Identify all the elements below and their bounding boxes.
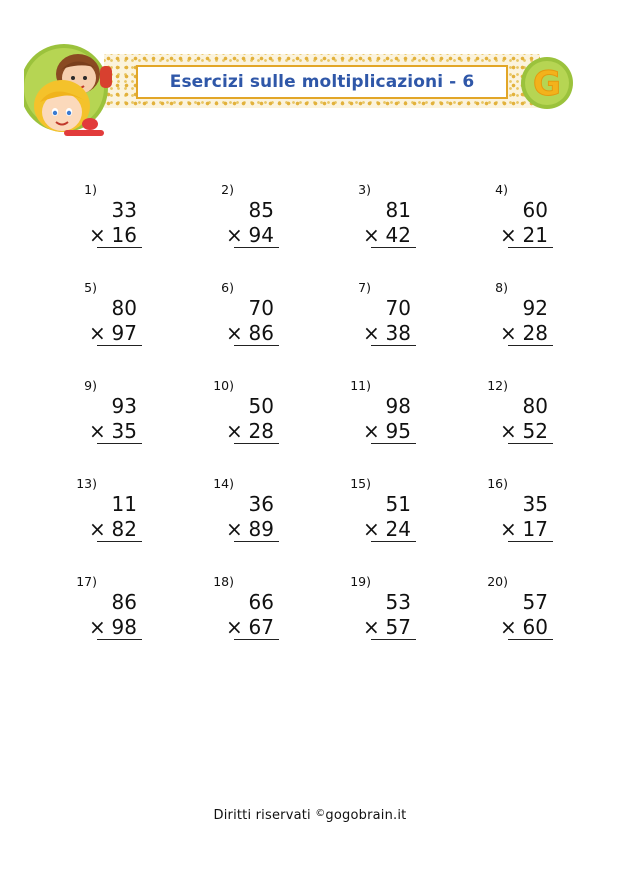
- problem-number: 1): [84, 182, 97, 197]
- multiply-sign: ×: [363, 517, 380, 541]
- answer-line: [97, 443, 142, 444]
- multiplier: 94: [248, 223, 274, 247]
- multiply-sign: ×: [226, 615, 243, 639]
- problem-number: 2): [221, 182, 234, 197]
- multiplier: 24: [385, 517, 411, 541]
- problem-number: 13): [76, 476, 97, 491]
- multiplicand: 80: [111, 296, 137, 320]
- multiply-sign: ×: [500, 615, 517, 639]
- multiply-sign: ×: [226, 223, 243, 247]
- multiplicand: 51: [385, 492, 411, 516]
- answer-line: [508, 541, 553, 542]
- problem-number: 17): [76, 574, 97, 589]
- answer-line: [371, 247, 416, 248]
- problem-number: 18): [213, 574, 234, 589]
- multiply-sign: ×: [363, 223, 380, 247]
- multiplier: 98: [111, 615, 137, 639]
- answer-line: [371, 443, 416, 444]
- multiplier: 35: [111, 419, 137, 443]
- answer-line: [508, 247, 553, 248]
- answer-line: [371, 541, 416, 542]
- multiplication-problem: [481, 280, 618, 378]
- multiply-sign: ×: [226, 321, 243, 345]
- multiplicand: 92: [522, 296, 548, 320]
- multiplication-problem: [481, 378, 618, 476]
- multiplicand: 57: [522, 590, 548, 614]
- multiplier: 38: [385, 321, 411, 345]
- gogobrain-logo-icon: [517, 55, 577, 111]
- title-box: [136, 65, 508, 99]
- multiplier: 21: [522, 223, 548, 247]
- answer-line: [97, 247, 142, 248]
- multiplication-problem: [481, 574, 618, 672]
- multiplicand: 36: [248, 492, 274, 516]
- multiply-sign: ×: [500, 517, 517, 541]
- multiplication-problem: [70, 574, 207, 672]
- page-title: Esercizi sulle moltiplicazioni - 6: [169, 72, 475, 92]
- multiplication-problem: [207, 280, 344, 378]
- multiplication-problem: [481, 476, 618, 574]
- multiplier: 97: [111, 321, 137, 345]
- multiply-sign: ×: [89, 517, 106, 541]
- multiplication-problem: [207, 574, 344, 672]
- exercise-grid: [70, 182, 570, 672]
- problem-number: 8): [495, 280, 508, 295]
- two-kids-icon: [24, 40, 128, 136]
- multiplier: 82: [111, 517, 137, 541]
- multiplication-problem: [344, 182, 481, 280]
- answer-line: [508, 345, 553, 346]
- answer-line: [97, 345, 142, 346]
- multiplication-problem: [344, 574, 481, 672]
- multiplication-problem: [207, 476, 344, 574]
- multiplier: 28: [248, 419, 274, 443]
- multiplication-problem: [344, 378, 481, 476]
- multiplicand: 60: [522, 198, 548, 222]
- problem-number: 20): [487, 574, 508, 589]
- multiply-sign: ×: [226, 517, 243, 541]
- multiplicand: 93: [111, 394, 137, 418]
- multiplier: 16: [111, 223, 137, 247]
- answer-line: [234, 639, 279, 640]
- problem-number: 10): [213, 378, 234, 393]
- answer-line: [371, 639, 416, 640]
- multiplicand: 11: [111, 492, 137, 516]
- multiplication-problem: [344, 476, 481, 574]
- multiplier: 86: [248, 321, 274, 345]
- footer: [0, 808, 620, 823]
- multiplier: 52: [522, 419, 548, 443]
- problem-number: 3): [358, 182, 371, 197]
- multiplicand: 50: [248, 394, 274, 418]
- multiplicand: 85: [248, 198, 274, 222]
- multiplicand: 35: [522, 492, 548, 516]
- multiplier: 57: [385, 615, 411, 639]
- multiply-sign: ×: [500, 419, 517, 443]
- multiply-sign: ×: [89, 615, 106, 639]
- multiply-sign: ×: [500, 223, 517, 247]
- multiplicand: 81: [385, 198, 411, 222]
- multiplication-problem: [207, 182, 344, 280]
- multiplicand: 70: [385, 296, 411, 320]
- multiplication-problem: [481, 182, 618, 280]
- svg-text:G: G: [533, 64, 561, 104]
- multiply-sign: ×: [89, 223, 106, 247]
- multiplier: 60: [522, 615, 548, 639]
- multiplication-problem: [70, 280, 207, 378]
- multiplicand: 70: [248, 296, 274, 320]
- answer-line: [234, 443, 279, 444]
- problem-number: 19): [350, 574, 371, 589]
- multiplication-problem: [70, 378, 207, 476]
- multiplication-problem: [207, 378, 344, 476]
- multiplication-problem: [70, 182, 207, 280]
- problem-number: 7): [358, 280, 371, 295]
- worksheet-header: [0, 0, 620, 140]
- multiplicand: 86: [111, 590, 137, 614]
- multiplication-problem: [70, 476, 207, 574]
- multiplier: 28: [522, 321, 548, 345]
- answer-line: [234, 345, 279, 346]
- multiply-sign: ×: [363, 321, 380, 345]
- problem-number: 14): [213, 476, 234, 491]
- answer-line: [508, 639, 553, 640]
- multiplication-problem: [344, 280, 481, 378]
- answer-line: [234, 247, 279, 248]
- problem-number: 12): [487, 378, 508, 393]
- problem-number: 16): [487, 476, 508, 491]
- copyright-symbol: ©: [315, 808, 326, 819]
- answer-line: [508, 443, 553, 444]
- problem-number: 9): [84, 378, 97, 393]
- multiplier: 95: [385, 419, 411, 443]
- footer-site: gogobrain.it: [325, 808, 407, 823]
- answer-line: [97, 541, 142, 542]
- multiply-sign: ×: [89, 321, 106, 345]
- answer-line: [97, 639, 142, 640]
- multiply-sign: ×: [226, 419, 243, 443]
- multiply-sign: ×: [89, 419, 106, 443]
- multiply-sign: ×: [363, 419, 380, 443]
- problem-number: 5): [84, 280, 97, 295]
- multiplier: 67: [248, 615, 274, 639]
- multiplier: 17: [522, 517, 548, 541]
- problem-number: 15): [350, 476, 371, 491]
- multiplicand: 66: [248, 590, 274, 614]
- multiplicand: 80: [522, 394, 548, 418]
- multiply-sign: ×: [500, 321, 517, 345]
- multiplier: 42: [385, 223, 411, 247]
- problem-number: 4): [495, 182, 508, 197]
- multiplicand: 98: [385, 394, 411, 418]
- problem-number: 11): [350, 378, 371, 393]
- multiply-sign: ×: [363, 615, 380, 639]
- answer-line: [234, 541, 279, 542]
- multiplicand: 33: [111, 198, 137, 222]
- problem-number: 6): [221, 280, 234, 295]
- footer-text: Diritti riservati: [213, 808, 316, 823]
- multiplicand: 53: [385, 590, 411, 614]
- answer-line: [371, 345, 416, 346]
- multiplier: 89: [248, 517, 274, 541]
